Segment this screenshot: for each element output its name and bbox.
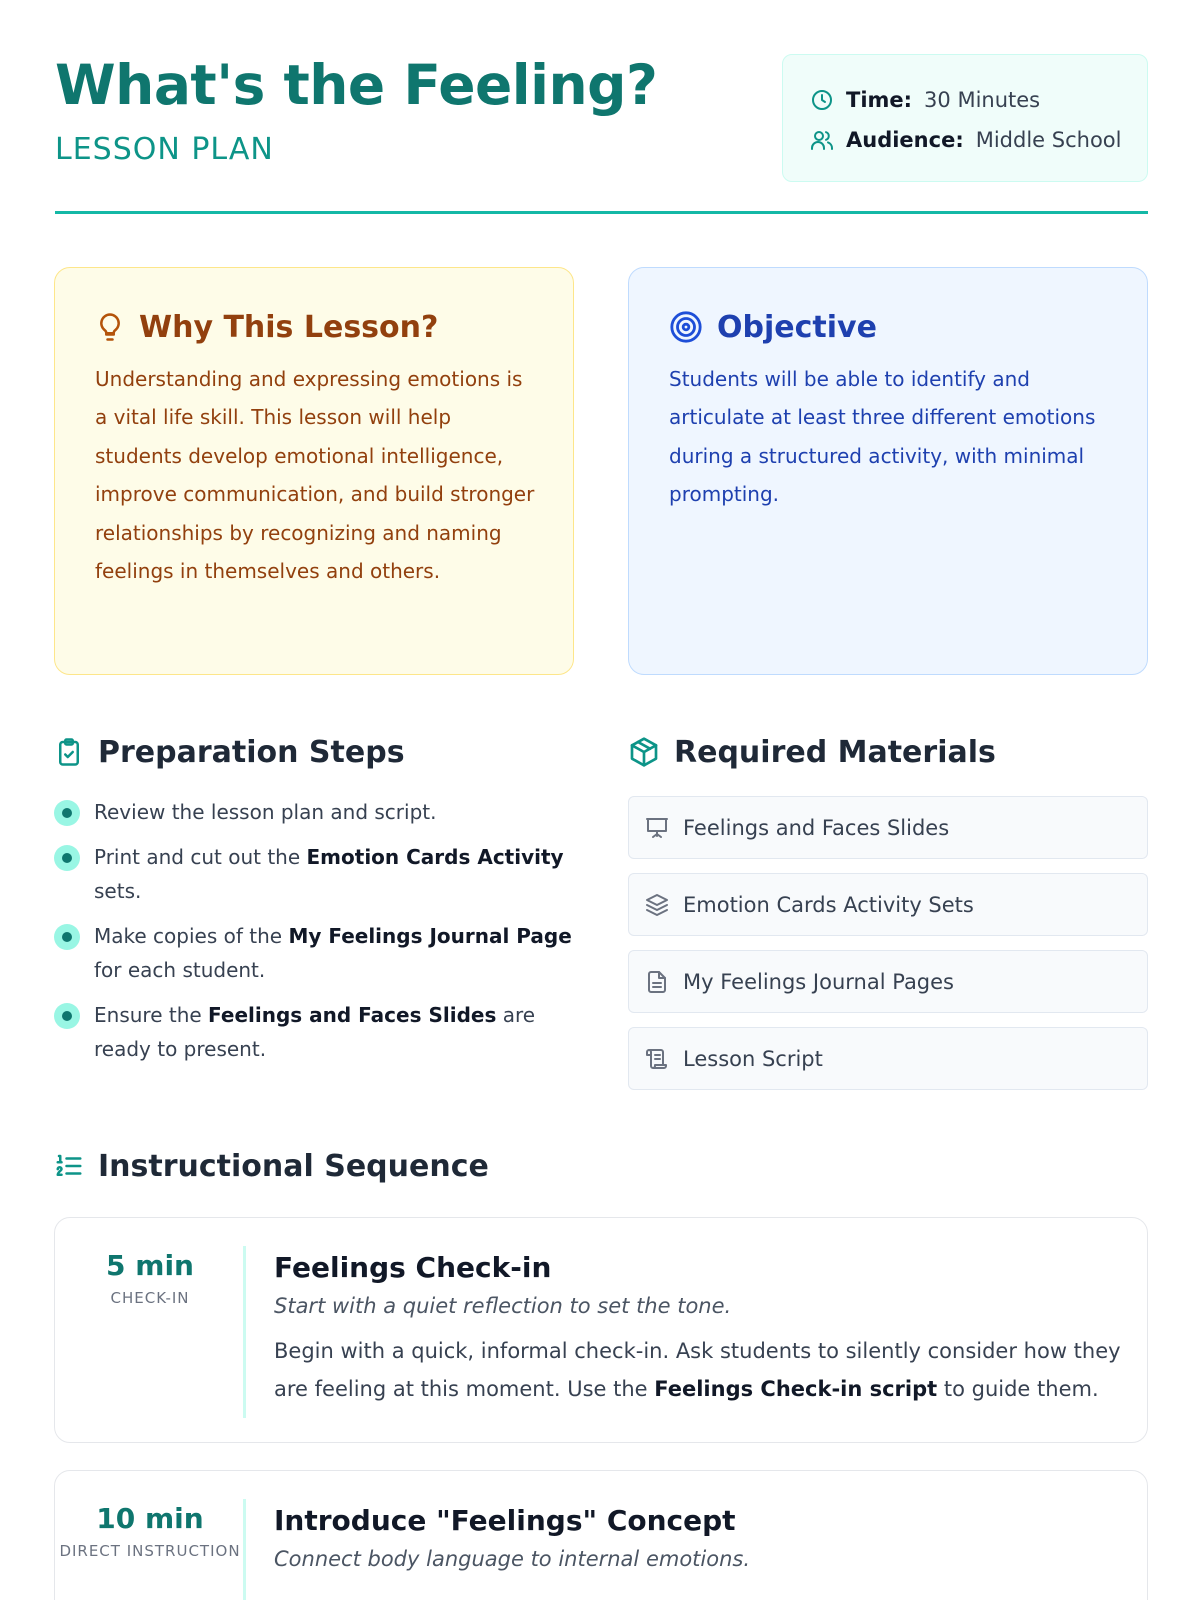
scroll-icon — [645, 1047, 669, 1071]
lightbulb-icon — [95, 312, 125, 342]
lesson-meta-box — [782, 54, 1148, 182]
clock-icon — [810, 88, 834, 112]
why-lesson-title: Why This Lesson? — [139, 309, 439, 345]
sequence-step-card — [54, 1217, 1148, 1443]
page-title: What's the Feeling? — [55, 53, 658, 117]
package-icon — [628, 736, 660, 768]
list-item: Review the lesson plan and script. — [54, 795, 584, 829]
audience-row — [810, 120, 1123, 160]
presentation-icon — [645, 816, 669, 840]
step-body: Begin with a quick, informal check-in. Ask students to silently consider how they are feeling at this moment. Use the Feelings Check-in script to guide them. — [274, 1339, 1121, 1402]
time-row — [810, 80, 1123, 120]
step-divider — [243, 1499, 246, 1600]
step-tag: CHECK-IN — [110, 1289, 190, 1307]
materials-header — [628, 730, 996, 774]
clipboard-check-icon — [54, 736, 84, 768]
audience-label: Audience: — [846, 128, 964, 152]
materials-title: Required Materials — [674, 734, 996, 770]
objective-card — [628, 267, 1148, 675]
audience-value: Middle School — [975, 128, 1122, 152]
bullet-dot-icon — [54, 924, 80, 950]
page-subtitle: LESSON PLAN — [55, 132, 274, 167]
sequence-step-card — [54, 1470, 1148, 1600]
step-content — [274, 1501, 1124, 1577]
step-content — [274, 1248, 1124, 1409]
material-label: My Feelings Journal Pages — [683, 969, 955, 994]
why-lesson-header — [95, 302, 535, 352]
material-item-journal[interactable] — [628, 950, 1148, 1013]
material-item-slides[interactable] — [628, 796, 1148, 859]
step-divider — [243, 1246, 246, 1418]
bullet-dot-icon — [54, 845, 80, 871]
why-lesson-text: Understanding and expressing emotions is a vital life skill. This lesson will help students develop emotional intelligence, improve communication, and build stronger relationships by recognizing and naming feelings in themselves and others. — [95, 367, 535, 584]
bullet-dot-icon — [54, 800, 80, 826]
time-label: Time: — [846, 88, 913, 112]
objective-header — [669, 302, 1109, 352]
material-item-script[interactable] — [628, 1027, 1148, 1090]
lesson-header — [55, 52, 1148, 214]
material-label: Lesson Script — [683, 1046, 823, 1071]
layers-icon — [645, 893, 669, 917]
step-tag: DIRECT INSTRUCTION — [59, 1542, 241, 1560]
step-title: Introduce "Feelings" Concept — [274, 1504, 736, 1537]
numbered-list-icon — [54, 1151, 84, 1181]
document-icon — [645, 970, 669, 994]
list-item: Print and cut out the Emotion Cards Activity sets. — [54, 840, 584, 908]
step-subtitle: Connect body language to internal emotions. — [274, 1547, 751, 1571]
target-icon — [669, 310, 703, 344]
objective-title: Objective — [717, 309, 877, 345]
material-label: Feelings and Faces Slides — [683, 815, 950, 840]
step-duration: 10 min — [96, 1502, 204, 1535]
objective-text: Students will be able to identify and articulate at least three different emotions during a structured activity, with minimal prompting. — [669, 367, 1096, 507]
step-subtitle: Start with a quiet reflection to set the tone. — [274, 1294, 732, 1318]
materials-list — [628, 796, 1148, 1104]
list-item: Ensure the Feelings and Faces Slides are ready to present. — [54, 998, 584, 1066]
step-duration: 5 min — [106, 1249, 194, 1282]
step-duration-block — [55, 1246, 245, 1310]
list-item: Make copies of the My Feelings Journal Page for each student. — [54, 919, 584, 987]
sequence-title: Instructional Sequence — [98, 1148, 489, 1184]
sequence-header — [54, 1144, 489, 1188]
preparation-list — [54, 795, 584, 1077]
users-icon — [810, 128, 834, 152]
material-item-cards[interactable] — [628, 873, 1148, 936]
preparation-header — [54, 730, 405, 774]
step-duration-block — [55, 1499, 245, 1563]
time-value: 30 Minutes — [924, 88, 1041, 112]
material-label: Emotion Cards Activity Sets — [683, 892, 974, 917]
bullet-dot-icon — [54, 1003, 80, 1029]
why-lesson-card — [54, 267, 574, 675]
preparation-title: Preparation Steps — [98, 734, 405, 770]
step-title: Feelings Check-in — [274, 1251, 552, 1284]
